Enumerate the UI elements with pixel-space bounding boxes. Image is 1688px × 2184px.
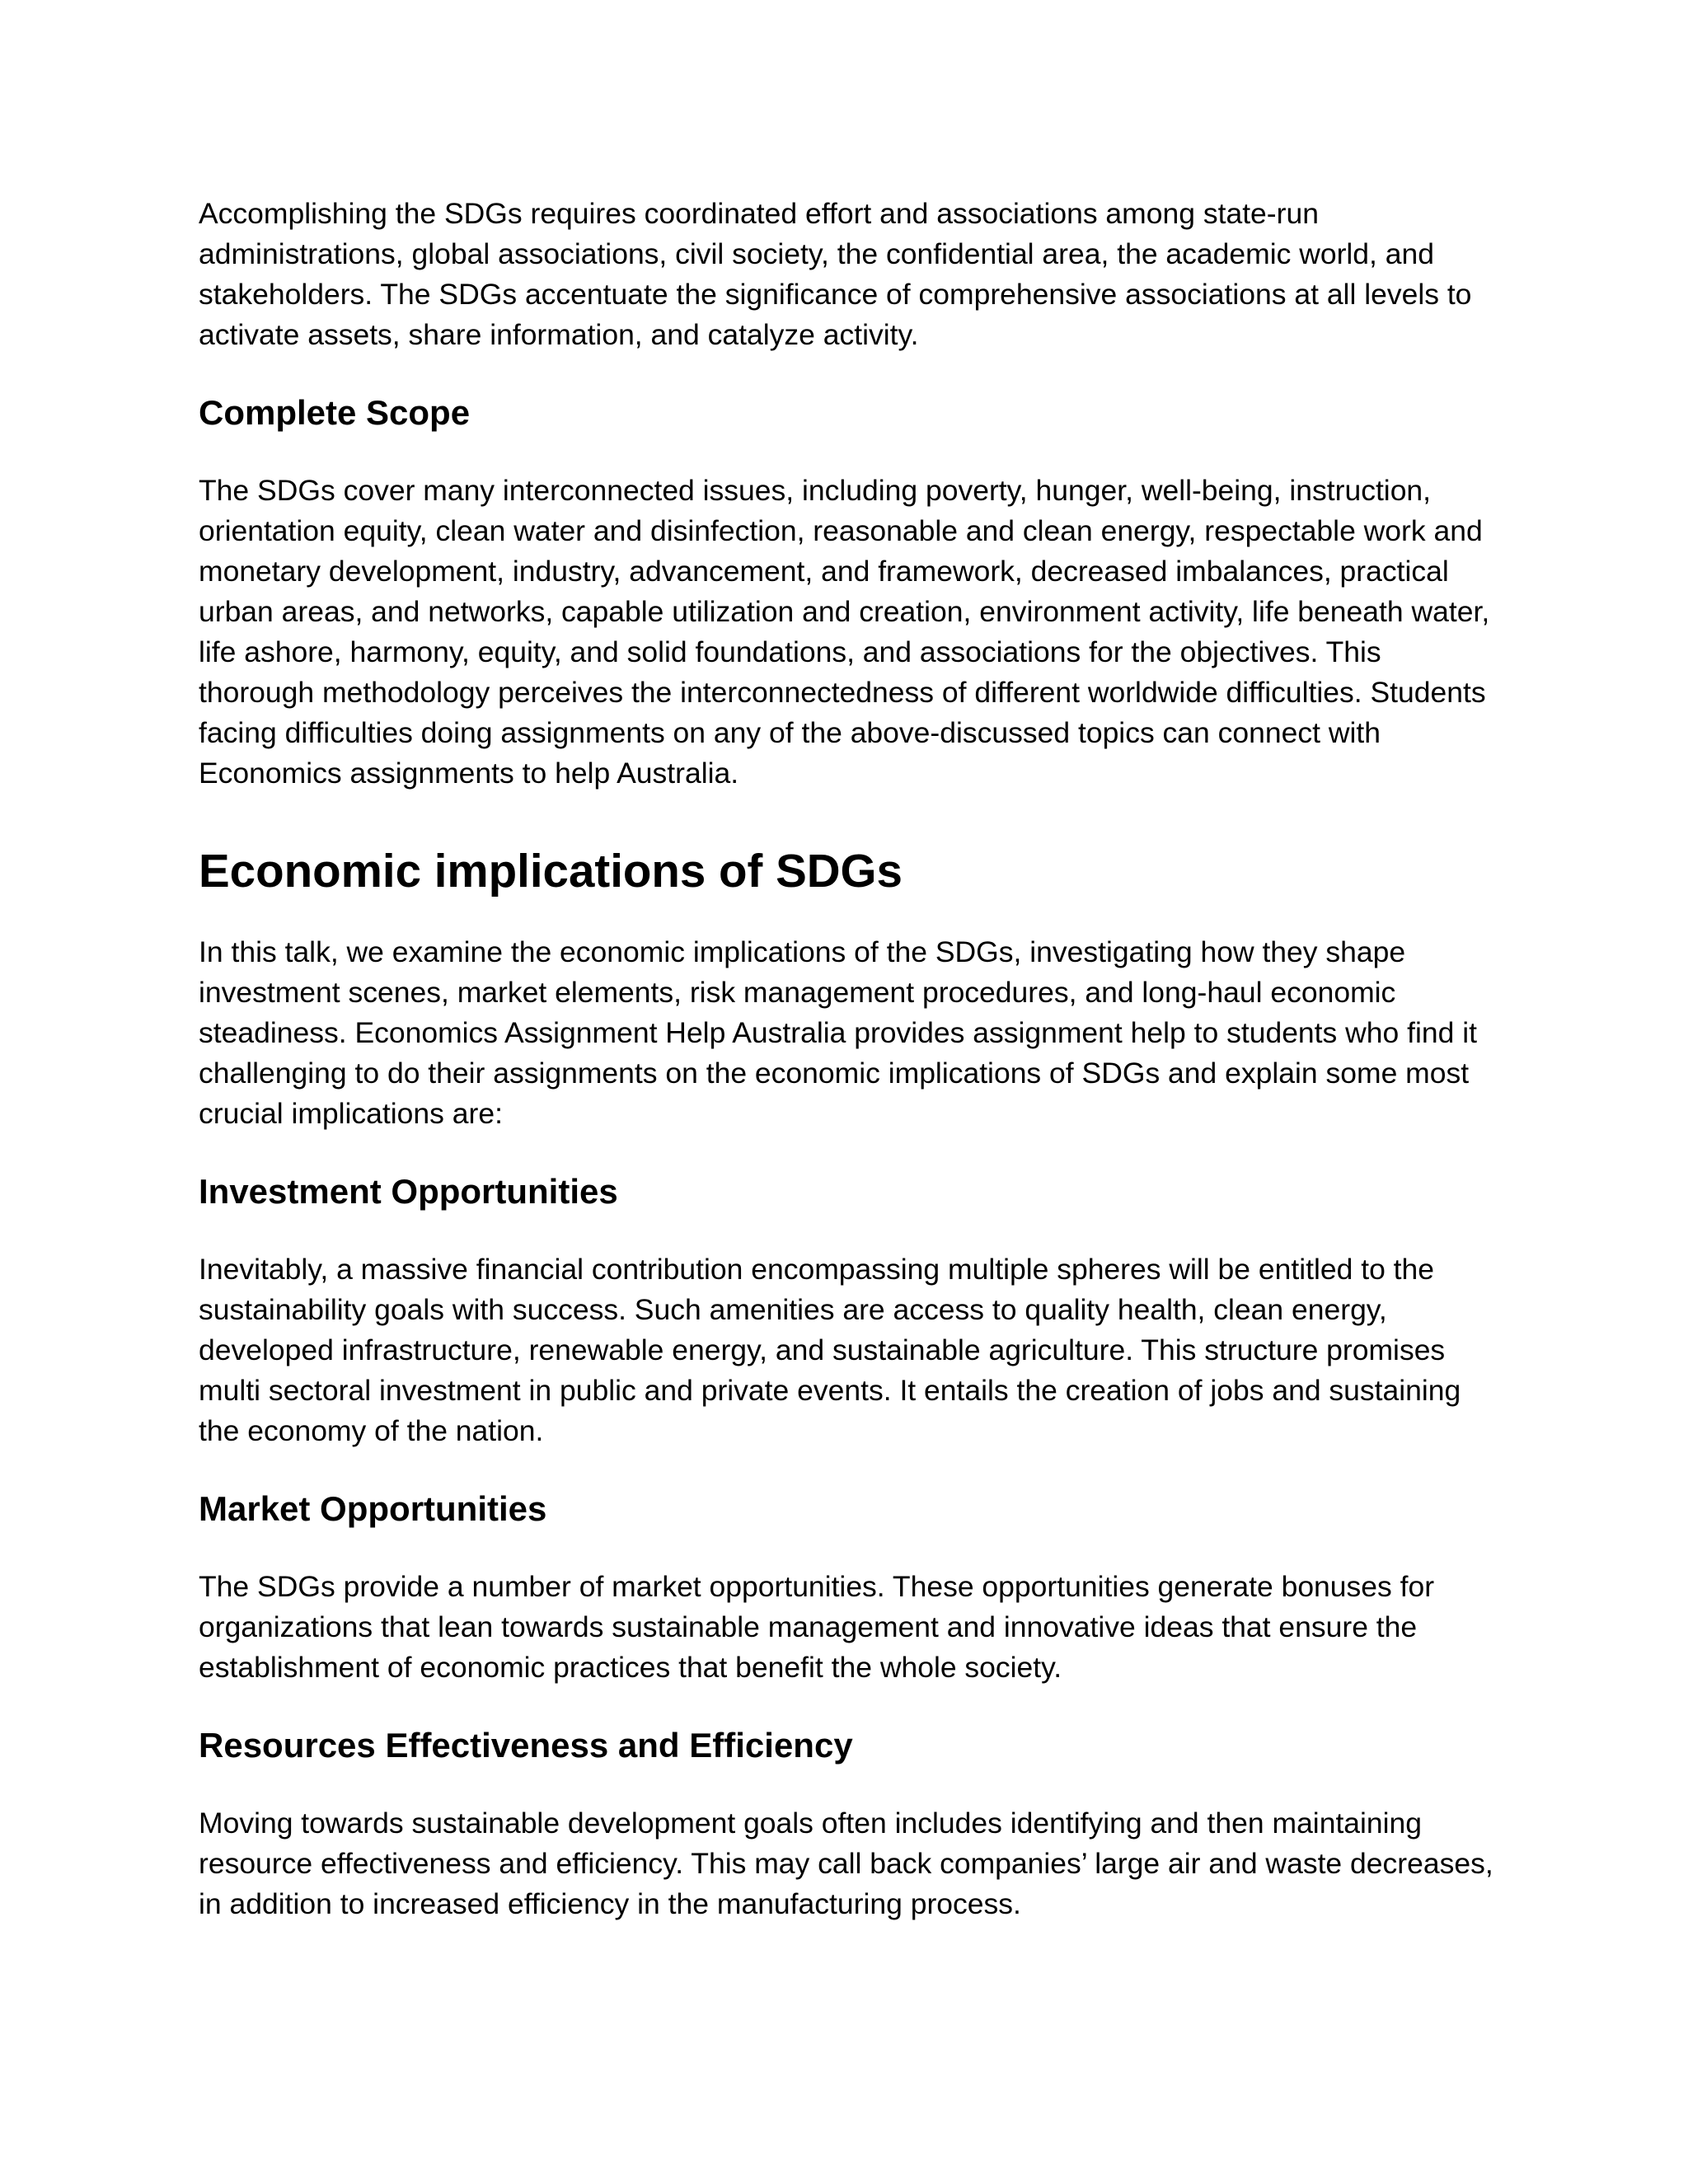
heading-complete-scope: Complete Scope [199, 393, 471, 432]
paragraph-complete-scope: The SDGs cover many interconnected issues, including poverty, hunger, well-being, instruction, orientation equity, clean water and disinfection, reasonable and clean energy, respectable work and monetary development, industry, advancement, and framework, decreased imbalances, practical urban areas, and networks, capable utilization and creation, environment activity, life beneath water, life ashore, harmony, equity, and solid foundations, and associations for the objectives. This thorough methodology perceives the interconnectedness of different worldwide difficulties. Students facing difficulties doing assignments on any of the above-discussed topics can connect with Economics assignments to help Australia. [199, 474, 1490, 790]
heading-resources-effectiveness: Resources Effectiveness and Efficiency [199, 1726, 853, 1765]
document-page [199, 194, 1501, 1924]
paragraph-market-opportunities: The SDGs provide a number of market opportunities. These opportunities generate bonuses for organizations that lean towards sustainable management and innovative ideas that ensure the establishment of economic practices that benefit the whole society. [199, 1570, 1435, 1684]
heading-market-opportunities: Market Opportunities [199, 1489, 547, 1528]
paragraph-intro: Accomplishing the SDGs requires coordinated effort and associations among state-run administrations, global associations, civil society, the confidential area, the academic world, and stakeholders. The SDGs accentuate the significance of comprehensive associations at all levels to activate assets, share information, and catalyze activity. [199, 197, 1472, 351]
paragraph-resources-effectiveness: Moving towards sustainable development goals often includes identifying and then maintaining resource effectiveness and efficiency. This may call back companies’ large air and waste decreases, in addition to increased efficiency in the manufacturing process. [199, 1807, 1493, 1920]
paragraph-economic-implications: In this talk, we examine the economic implications of the SDGs, investigating how they shape investment scenes, market elements, risk management procedures, and long-haul economic steadiness. Economics Assignment Help Australia provides assignment help to students who find it challenging to do their assignments on the economic implications of SDGs and explain some most crucial implications are: [199, 935, 1477, 1130]
heading-investment-opportunities: Investment Opportunities [199, 1172, 618, 1211]
heading-economic-implications: Economic implications of SDGs [199, 845, 903, 897]
paragraph-investment-opportunities: Inevitably, a massive financial contribution encompassing multiple spheres will be entitled to the sustainability goals with success. Such amenities are access to quality health, clean energy, developed infrastructure, renewable energy, and sustainable agriculture. This structure promises multi sectoral investment in public and private events. It entails the creation of jobs and sustaining the economy of the nation. [199, 1253, 1461, 1447]
